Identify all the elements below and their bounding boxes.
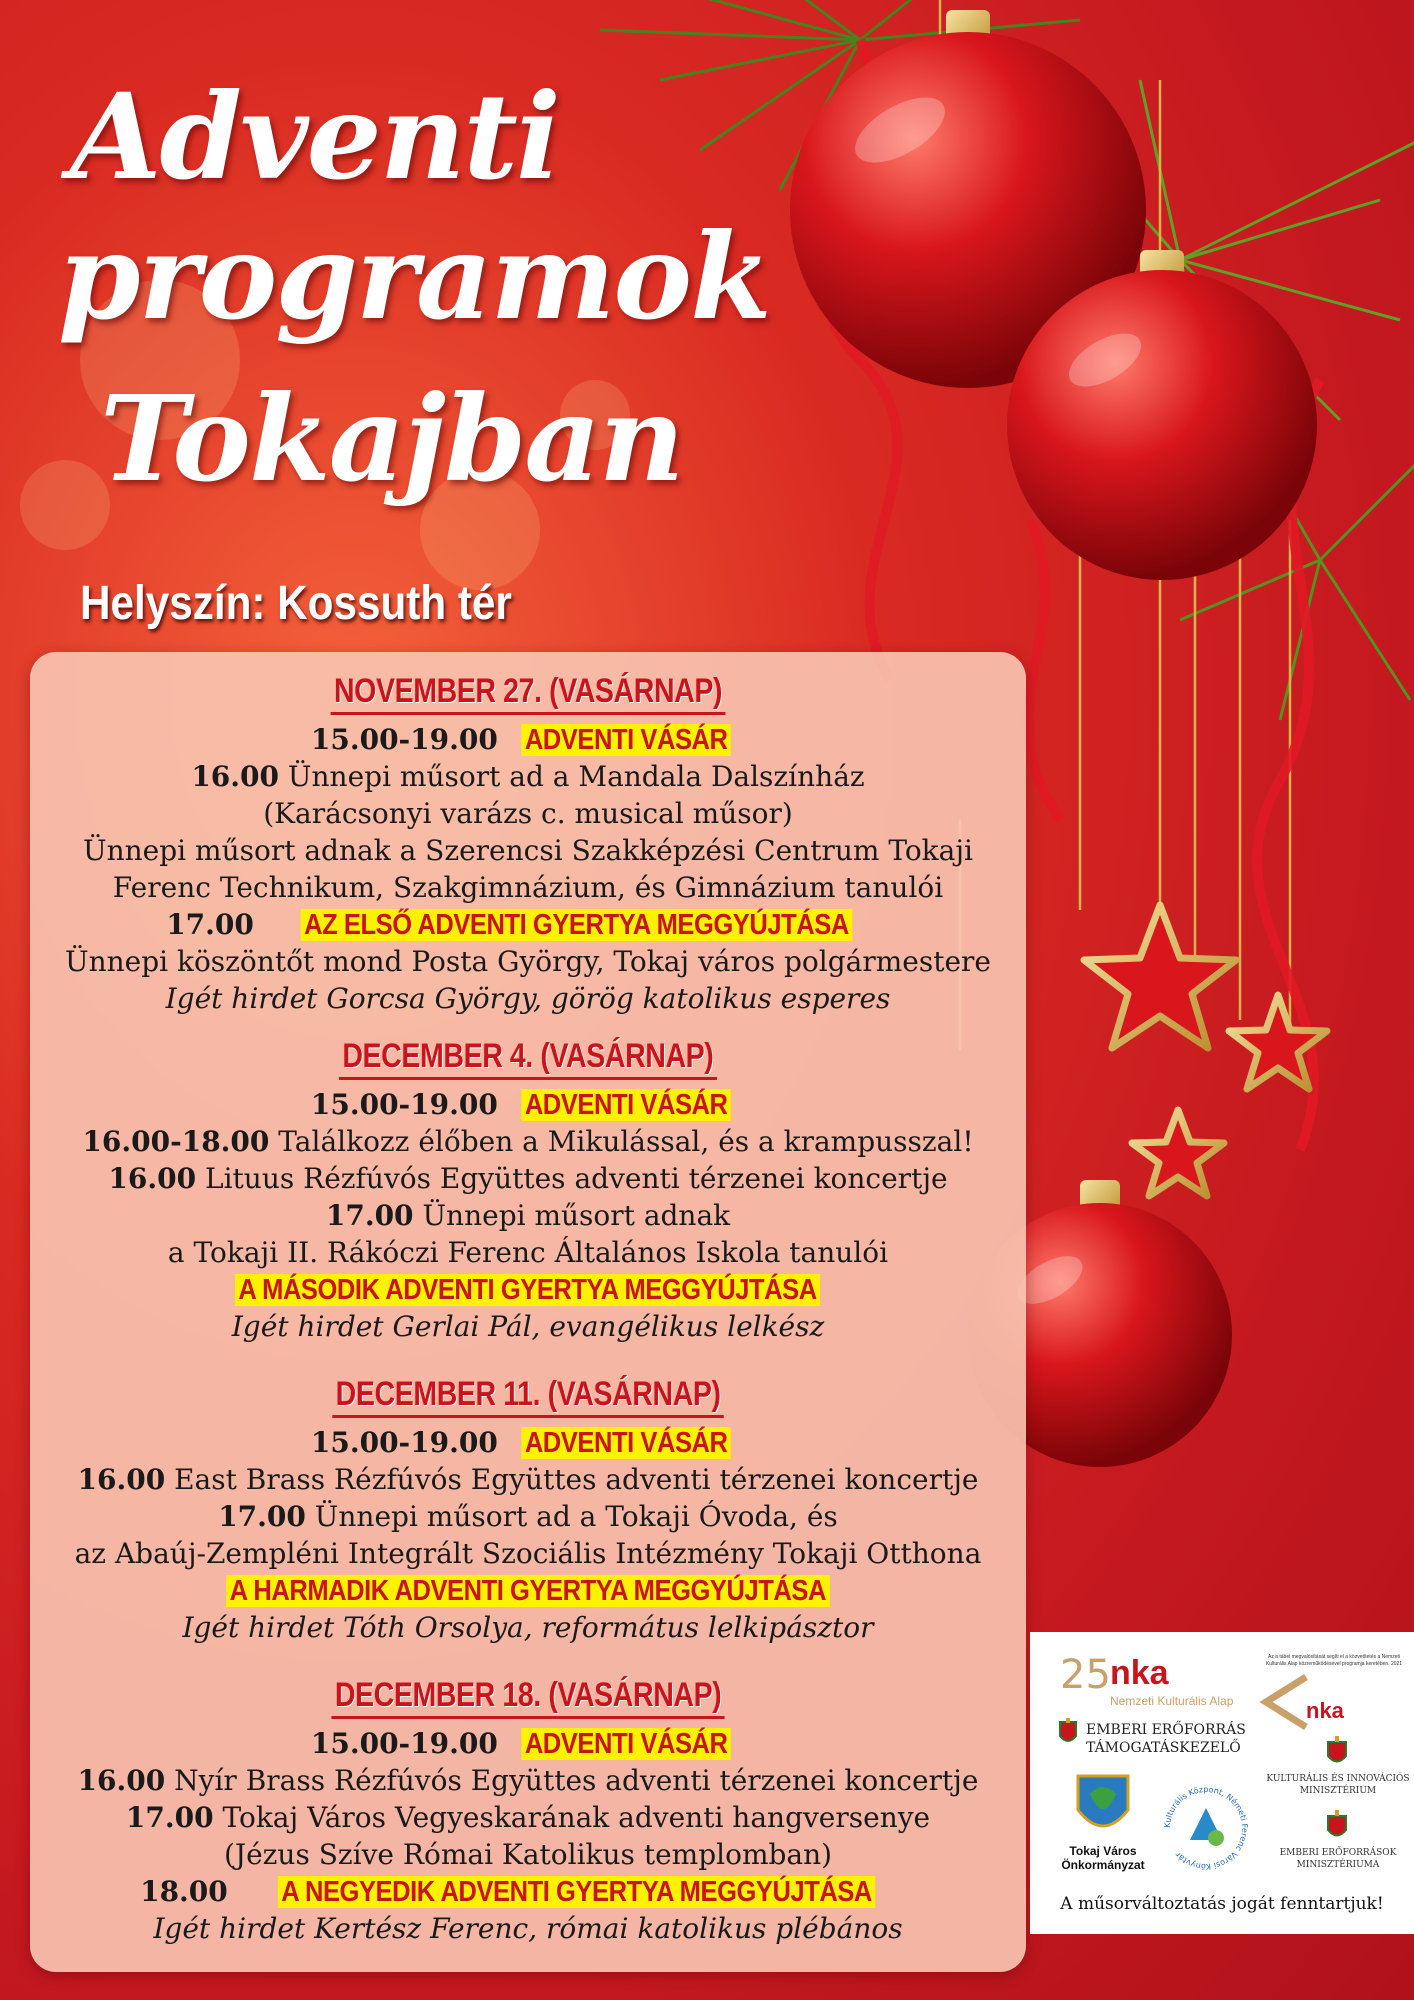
program-time: 15.00-19.00: [310, 1426, 498, 1459]
program-time: 15.00-19.00: [310, 1727, 498, 1760]
program-time: 17.00: [125, 1801, 214, 1834]
program-line: [30, 1461, 1026, 1498]
event-block: [30, 1375, 1026, 1646]
program-text: (Karácsonyi varázs c. musical műsor): [263, 797, 793, 830]
program-line: [30, 1910, 1026, 1947]
program-line: [30, 832, 1026, 869]
program-line: [30, 1498, 1026, 1535]
event-date: NOVEMBER 27. (VASÁRNAP): [331, 672, 726, 715]
program-text: a Tokaji II. Rákóczi Ferenc Általános Iskola tanulói: [167, 1236, 889, 1269]
program-text: Ünnepi műsort ad a Tokaji Óvoda, és: [314, 1500, 838, 1533]
nka-note: Az a tábel megvalósítását segíti el a közvetítetés a Nemzeti Kulturális Alap közreműködésével programja keretében. 2021: [1265, 1654, 1403, 1667]
location-label: Helyszín: Kossuth tér: [80, 577, 512, 630]
program-line: [30, 1836, 1026, 1873]
program-text: Lituus Rézfúvós Együttes adventi térzenei koncertje: [205, 1162, 948, 1195]
event-date: DECEMBER 18. (VASÁRNAP): [331, 1676, 724, 1719]
nka-number: 25: [1060, 1652, 1111, 1698]
preacher-line: Igét hirdet Tóth Orsolya, református lelkipásztor: [182, 1611, 874, 1644]
program-line: [30, 758, 1026, 795]
program-line: [30, 980, 1026, 1017]
program-line: [30, 1424, 1026, 1461]
program-time: 15.00-19.00: [310, 1088, 498, 1121]
program-line: [30, 1725, 1026, 1762]
title-line-1: Adventi: [70, 67, 559, 206]
program-line: [30, 1271, 1026, 1308]
emmi-line-1: EMBERI ERŐFORRÁSOK: [1279, 1848, 1397, 1858]
tokaj-line-2: Önkormányzat: [1061, 1858, 1145, 1872]
program-highlight: A MÁSODIK ADVENTI GYERTYA MEGGYÚJTÁSA: [235, 1274, 820, 1306]
program-line: [30, 1873, 1026, 1910]
program-line: [30, 1308, 1026, 1345]
program-panel: [30, 652, 1026, 1972]
program-time: 17.00: [325, 1199, 414, 1232]
event-block: [30, 1676, 1026, 1947]
cultural-center-logo-icon: [1156, 1778, 1256, 1878]
program-line: [30, 1197, 1026, 1234]
hungarian-coat-of-arms-icon: [1326, 1810, 1348, 1842]
hungarian-coat-of-arms-icon: [1058, 1718, 1078, 1748]
event-block: [30, 1037, 1026, 1345]
program-line: [30, 1572, 1026, 1609]
program-text: Találkozz élőben a Mikulással, és a krampusszal!: [278, 1125, 974, 1158]
program-text: Nyír Brass Rézfúvós Együttes adventi térzenei koncertje: [174, 1764, 979, 1797]
program-text: Ferenc Technikum, Szakgimnázium, és Gimnázium tanulói: [112, 871, 944, 904]
program-text: az Abaúj-Zempléni Integrált Szociális Intézmény Tokaji Otthona: [74, 1537, 982, 1570]
program-line: [30, 1160, 1026, 1197]
program-time: 15.00-19.00: [310, 723, 498, 756]
program-text: Ünnepi műsort ad a Mandala Dalszínház: [287, 760, 865, 793]
program-time: 18.00: [140, 1875, 228, 1908]
eet-line-1: EMBERI ERŐFORRÁS: [1086, 1722, 1246, 1738]
program-line: [30, 1086, 1026, 1123]
program-text: Ünnepi műsort adnak a Szerencsi Szakképzési Centrum Tokaji: [83, 834, 973, 867]
center-ring-text: Kulturális Központ, Németi Ferenc Városi Könyvtár: [1162, 1784, 1250, 1872]
emmi-line-2: MINISZTÉRIUMA: [1296, 1860, 1380, 1870]
program-line: [30, 1234, 1026, 1271]
program-time: 17.00: [218, 1500, 306, 1533]
program-line: [30, 869, 1026, 906]
kim-line-1: KULTURÁLIS ÉS INNOVÁCIÓS: [1266, 1774, 1410, 1784]
program-time: 16.00: [77, 1463, 166, 1496]
tokaj-coat-of-arms-icon: [1076, 1774, 1130, 1838]
nka-logo-small: nka: [1306, 1698, 1344, 1723]
title-line-3: Tokajban: [100, 369, 683, 508]
program-text: East Brass Rézfúvós Együttes adventi térzenei koncertje: [174, 1463, 979, 1496]
program-text: (Jézus Szíve Római Katolikus templomban): [223, 1838, 833, 1871]
program-highlight: ADVENTI VÁSÁR: [521, 1427, 731, 1459]
program-line: [30, 1123, 1026, 1160]
preacher-line: Igét hirdet Kertész Ferenc, római katolikus plébános: [153, 1912, 903, 1945]
program-time: 16.00: [77, 1764, 166, 1797]
program-highlight: A NEGYEDIK ADVENTI GYERTYA MEGGYÚJTÁSA: [277, 1876, 875, 1908]
bokeh-light: [20, 460, 110, 550]
nka-logo: nka: [1110, 1654, 1169, 1692]
program-line: [30, 795, 1026, 832]
program-time: 16.00: [191, 760, 280, 793]
program-highlight: ADVENTI VÁSÁR: [521, 1728, 731, 1760]
tokaj-line-1: Tokaj Város: [1069, 1844, 1137, 1858]
program-highlight: AZ ELSŐ ADVENTI GYERTYA MEGGYÚJTÁSA: [300, 909, 852, 941]
program-highlight: ADVENTI VÁSÁR: [521, 1089, 731, 1121]
program-text: Ünnepi köszöntőt mond Posta György, Tokaj város polgármestere: [64, 945, 992, 978]
program-line: [30, 1609, 1026, 1646]
program-line: [30, 1799, 1026, 1836]
program-line: [30, 1535, 1026, 1572]
star-icon: [1132, 1110, 1224, 1196]
event-date: DECEMBER 11. (VASÁRNAP): [332, 1375, 724, 1418]
disclaimer-text: A műsorváltoztatás jogát fenntartjuk!: [1060, 1894, 1384, 1914]
eet-line-2: TÁMOGATÁSKEZELŐ: [1086, 1740, 1241, 1756]
hungarian-coat-of-arms-icon: [1326, 1736, 1348, 1768]
kim-line-2: MINISZTÉRIUM: [1299, 1786, 1377, 1796]
event-block: [30, 672, 1026, 1017]
sponsor-block: [1030, 1632, 1414, 1934]
program-text: Ünnepi műsort adnak: [422, 1199, 731, 1232]
program-time: 16.00: [108, 1162, 197, 1195]
title-line-2: programok: [58, 207, 770, 346]
program-line: [30, 1762, 1026, 1799]
preacher-line: Igét hirdet Gorcsa György, görög katolikus esperes: [165, 982, 891, 1015]
star-icon: [1084, 905, 1236, 1048]
preacher-line: Igét hirdet Gerlai Pál, evangélikus lelkész: [231, 1310, 825, 1343]
program-text: Tokaj Város Vegyeskarának adventi hangversenye: [222, 1801, 931, 1834]
program-highlight: A HARMADIK ADVENTI GYERTYA MEGGYÚJTÁSA: [226, 1575, 829, 1607]
program-line: [30, 906, 1026, 943]
program-time: 16.00-18.00: [82, 1125, 270, 1158]
nka-name: Nemzeti Kulturális Alap: [1110, 1694, 1234, 1708]
event-date: DECEMBER 4. (VASÁRNAP): [339, 1037, 717, 1080]
program-highlight: ADVENTI VÁSÁR: [521, 724, 731, 756]
program-line: [30, 943, 1026, 980]
program-time: 17.00: [166, 908, 254, 941]
program-line: [30, 721, 1026, 758]
